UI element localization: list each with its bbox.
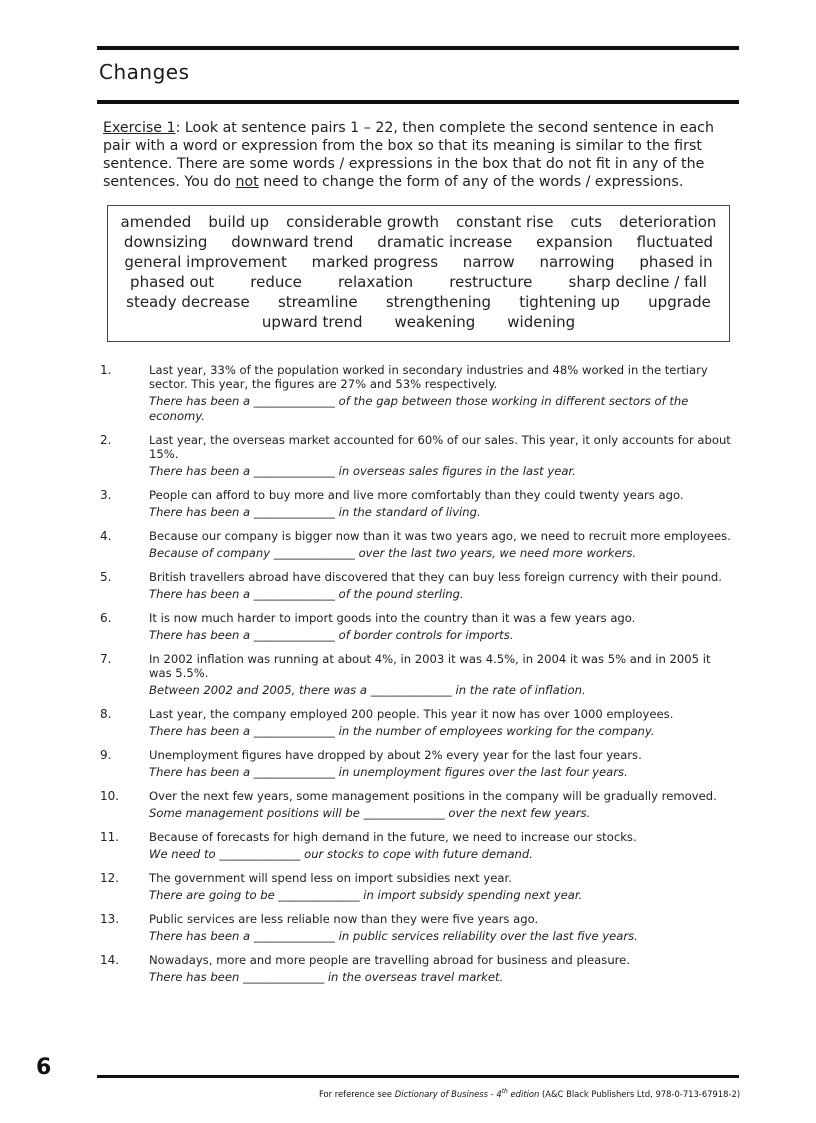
item-number: 7. — [100, 652, 112, 666]
word-option: upward trend — [261, 313, 363, 331]
word-option: constant rise — [456, 213, 554, 231]
word-option: dramatic increase — [377, 233, 513, 251]
word-option: strengthening — [385, 293, 491, 311]
word-option: fluctuated — [636, 233, 714, 251]
item-prompt: Over the next few years, some management positions in the company will be gradually removed. — [149, 789, 717, 803]
exercise-item — [0, 570, 816, 602]
item-number: 8. — [100, 707, 112, 721]
exercise-item — [0, 707, 816, 739]
word-option: cuts — [570, 213, 602, 231]
word-option: phased in — [639, 253, 713, 271]
word-option: tightening up — [519, 293, 620, 311]
exercise-item — [0, 652, 816, 698]
footer-book-title: Dictionary of Business - 4 — [394, 1088, 502, 1099]
word-option: general improvement — [124, 253, 287, 271]
item-prompt: Because our company is bigger now than it was two years ago, we need to recruit more employees. — [149, 529, 731, 543]
item-prompt: Public services are less reliable now than they were five years ago. — [149, 912, 539, 926]
word-option: upgrade — [648, 293, 711, 311]
footer-reference — [319, 1088, 740, 1099]
exercise-item — [0, 529, 816, 561]
page-number: 6 — [36, 1055, 52, 1080]
exercise-item — [0, 363, 816, 424]
word-option: sharp decline / fall — [568, 273, 707, 291]
item-prompt: The government will spend less on import subsidies next year. — [149, 871, 512, 885]
word-option: reduce — [250, 273, 302, 291]
item-answer-sentence: There has been a ______________ of the pound sterling. — [149, 587, 464, 601]
item-answer-sentence: Some management positions will be ______________ over the next few years. — [149, 806, 591, 820]
item-number: 6. — [100, 611, 112, 625]
exercise-item — [0, 871, 816, 903]
exercise-item — [0, 611, 816, 643]
word-option: narrowing — [539, 253, 615, 271]
exercise-items — [0, 363, 816, 994]
item-number: 2. — [100, 433, 112, 447]
word-box-row — [112, 232, 725, 252]
item-answer-sentence: There has been a ______________ of border controls for imports. — [149, 628, 514, 642]
item-answer-sentence: Between 2002 and 2005, there was a ______________ in the rate of inflation. — [149, 683, 586, 697]
item-number: 11. — [100, 830, 120, 844]
item-number: 12. — [100, 871, 120, 885]
instructions-emphasis: not — [235, 174, 259, 190]
exercise-item — [0, 830, 816, 862]
word-option: build up — [208, 213, 270, 231]
item-number: 9. — [100, 748, 112, 762]
word-option: considerable growth — [286, 213, 440, 231]
word-option: expansion — [536, 233, 613, 251]
title-rule — [97, 100, 739, 104]
word-option: relaxation — [337, 273, 414, 291]
footer-prefix: For reference see — [319, 1088, 395, 1099]
word-option: steady decrease — [126, 293, 250, 311]
word-box-row — [112, 272, 725, 292]
item-number: 13. — [100, 912, 120, 926]
footer-rule — [97, 1075, 739, 1078]
word-option: streamline — [277, 293, 358, 311]
exercise-item — [0, 433, 816, 479]
word-option: amended — [120, 213, 192, 231]
instructions-text: : Look at sentence pairs 1 – 22, then complete the second sentence in each pair with a word or expression from the box so that its meaning is similar to the first sentence. There are some words / expressions in the box that do not fit in any of the sentences. You do — [103, 120, 714, 190]
item-prompt: British travellers abroad have discovered that they can buy less foreign currency with their pound. — [149, 570, 722, 584]
footer-publisher: (A&C Black Publishers Ltd, 978-0-713-67918-2) — [539, 1088, 741, 1099]
item-answer-sentence: We need to ______________ our stocks to cope with future demand. — [149, 847, 533, 861]
exercise-item — [0, 912, 816, 944]
item-prompt: Last year, the company employed 200 people. This year it now has over 1000 employees. — [149, 707, 674, 721]
exercise-item — [0, 748, 816, 780]
word-box-row — [112, 292, 725, 312]
exercise-item — [0, 953, 816, 985]
item-answer-sentence: There are going to be ______________ in import subsidy spending next year. — [149, 888, 583, 902]
item-prompt: Unemployment figures have dropped by about 2% every year for the last four years. — [149, 748, 642, 762]
item-answer-sentence: There has been a ______________ in unemployment figures over the last four years. — [149, 765, 628, 779]
word-option: deterioration — [618, 213, 717, 231]
exercise-item — [0, 488, 816, 520]
item-answer-sentence: There has been a ______________ in public services reliability over the last five years. — [149, 929, 638, 943]
item-number: 4. — [100, 529, 112, 543]
item-prompt: In 2002 inflation was running at about 4%, in 2003 it was 4.5%, in 2004 it was 5% and in 2005 it was 5.5%. — [149, 652, 711, 680]
word-option: narrow — [462, 253, 515, 271]
exercise-instructions — [103, 119, 739, 191]
item-number: 1. — [100, 363, 112, 377]
word-option: downward trend — [231, 233, 354, 251]
instructions-text-end: need to change the form of any of the words / expressions. — [258, 174, 684, 190]
exercise-item — [0, 789, 816, 821]
word-box-row — [112, 252, 725, 272]
item-answer-sentence: Because of company ______________ over the last two years, we need more workers. — [149, 546, 637, 560]
word-box-row — [112, 312, 725, 332]
footer-edition: edition — [507, 1088, 540, 1099]
item-answer-sentence: There has been a ______________ in overseas sales figures in the last year. — [149, 464, 576, 478]
top-rule — [97, 46, 739, 50]
item-prompt: People can afford to buy more and live more comfortably than they could twenty years ago. — [149, 488, 684, 502]
item-prompt: Last year, 33% of the population worked in secondary industries and 48% worked in the tertiary sector. This year, the figures are 27% and 53% respectively. — [149, 363, 708, 391]
page-title: Changes — [99, 60, 190, 84]
word-option: downsizing — [123, 233, 208, 251]
item-number: 14. — [100, 953, 120, 967]
item-prompt: Nowadays, more and more people are travelling abroad for business and pleasure. — [149, 953, 630, 967]
word-option: restructure — [449, 273, 533, 291]
word-option: weakening — [394, 313, 476, 331]
item-answer-sentence: There has been ______________ in the overseas travel market. — [149, 970, 504, 984]
exercise-label: Exercise 1 — [103, 120, 176, 136]
word-box — [107, 205, 730, 342]
item-prompt: Because of forecasts for high demand in the future, we need to increase our stocks. — [149, 830, 637, 844]
word-box-row — [112, 212, 725, 232]
footer-superscript: th — [501, 1088, 508, 1095]
item-number: 3. — [100, 488, 112, 502]
item-number: 10. — [100, 789, 120, 803]
item-answer-sentence: There has been a ______________ in the number of employees working for the company. — [149, 724, 655, 738]
item-number: 5. — [100, 570, 112, 584]
item-prompt: It is now much harder to import goods into the country than it was a few years ago. — [149, 611, 636, 625]
item-prompt: Last year, the overseas market accounted for 60% of our sales. This year, it only accounts for about 15%. — [149, 433, 731, 461]
word-option: phased out — [130, 273, 215, 291]
item-answer-sentence: There has been a ______________ of the gap between those working in different sectors of the economy. — [149, 394, 689, 423]
item-answer-sentence: There has been a ______________ in the standard of living. — [149, 505, 481, 519]
word-option: widening — [507, 313, 576, 331]
word-option: marked progress — [311, 253, 439, 271]
